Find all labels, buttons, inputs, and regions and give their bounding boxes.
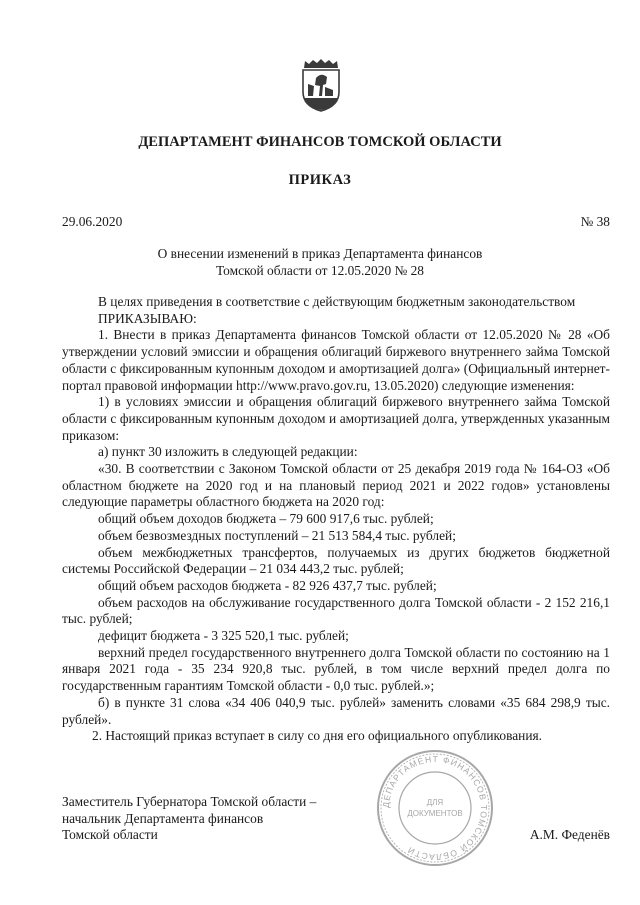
paragraph-debt-service: объем расходов на обслуживание государственного долга Томской области - 2 152 216,1 тыс. рублей; [62,594,610,627]
document-date: 29.06.2020 [62,214,123,229]
stamp-center-line-1: ДЛЯ [426,798,444,807]
paragraph-order-word: ПРИКАЗЫВАЮ: [98,310,197,326]
subject-line-1: О внесении изменений в приказ Департамента финансов [157,246,483,261]
signatory-name: А.М. Феденёв [529,827,610,842]
coat-of-arms-icon [300,58,342,112]
paragraph-subitem-a: а) пункт 30 изложить в следующей редакции: [98,444,358,460]
paragraph-subitem-1: 1) в условиях эмиссии и обращения облигаций биржевого внутреннего займа Томской области с фиксированным купонным доходом и амортизацией долга, утвержденных указанным приказом: [62,394,610,443]
document-number: № 38 [580,214,610,229]
signatory-position [62,794,316,844]
paragraph-expenses: общий объем расходов бюджета - 82 926 437,7 тыс. рублей; [98,577,437,593]
paragraph-grants: объем безвозмездных поступлений – 21 513 584,4 тыс. рублей; [98,527,456,543]
document-type: ПРИКАЗ [288,172,352,188]
department-title: ДЕПАРТАМЕНТ ФИНАНСОВ ТОМСКОЙ ОБЛАСТИ [138,134,502,150]
official-stamp [374,748,496,868]
paragraph-item-2: 2. Настоящий приказ вступает в силу со дня его официального опубликования. [92,728,542,744]
paragraph-point-30: «30. В соответствии с Законом Томской области от 25 декабря 2019 года № 164-ОЗ «Об областном бюджете на 2020 год и на плановый период 2021 и 2022 годов» установлены следующие параметры областного бюджета на 2020 год: [62,461,610,510]
paragraph-debt-limit: верхний предел государственного внутреннего долга Томской области по состоянию на 1 января 2021 года - 35 234 920,8 тыс. рублей, в том числе верхний предел долга по государственным гарантиям Томской области - 0,0 тыс. рублей.»; [62,644,610,694]
stamp-center-line-2: ДОКУМЕНТОВ [407,809,463,818]
paragraph-subitem-b: б) в пункте 31 слова «34 406 040,9 тыс. рублей» заменить словами «35 684 298,9 тыс. рублей». [62,694,610,727]
document-subject [0,245,640,279]
subject-line-2: Томской области от 12.05.2020 № 28 [215,263,424,278]
paragraph-preamble: В целях приведения в соответствие с действующим бюджетным законодательством [98,294,576,309]
paragraph-transfers: объем межбюджетных трансфертов, получаемых из других бюджетов бюджетной системы Российской Федерации – 21 034 443,2 тыс. рублей; [62,544,610,577]
paragraph-item-1: 1. Внести в приказ Департамента финансов Томской области от 12.05.2020 № 28 «Об утверждении условий эмиссии и обращения облигаций биржевого внутреннего займа Томской области с фиксированным купонным доходом и амортизацией долга» (Официальный интернет-портал правовой информации http://www.pravo.gov.ru, 13.05.2020) следующие изменения: [62,327,610,393]
paragraph-deficit: дефицит бюджета - 3 325 520,1 тыс. рублей; [98,628,349,644]
signatory-line-1: Заместитель Губернатора Томской области – [62,794,317,809]
signatory-line-2: начальник Департамента финансов [62,810,264,826]
stamp-outer-text: ДЕПАРТАМЕНТ ФИНАНСОВ ТОМСКОЙ ОБЛАСТИ [380,753,490,863]
signatory-line-3: Томской области [62,827,158,842]
document-body [62,294,610,745]
paragraph-revenue: общий объем доходов бюджета – 79 600 917,6 тыс. рублей; [98,511,434,527]
